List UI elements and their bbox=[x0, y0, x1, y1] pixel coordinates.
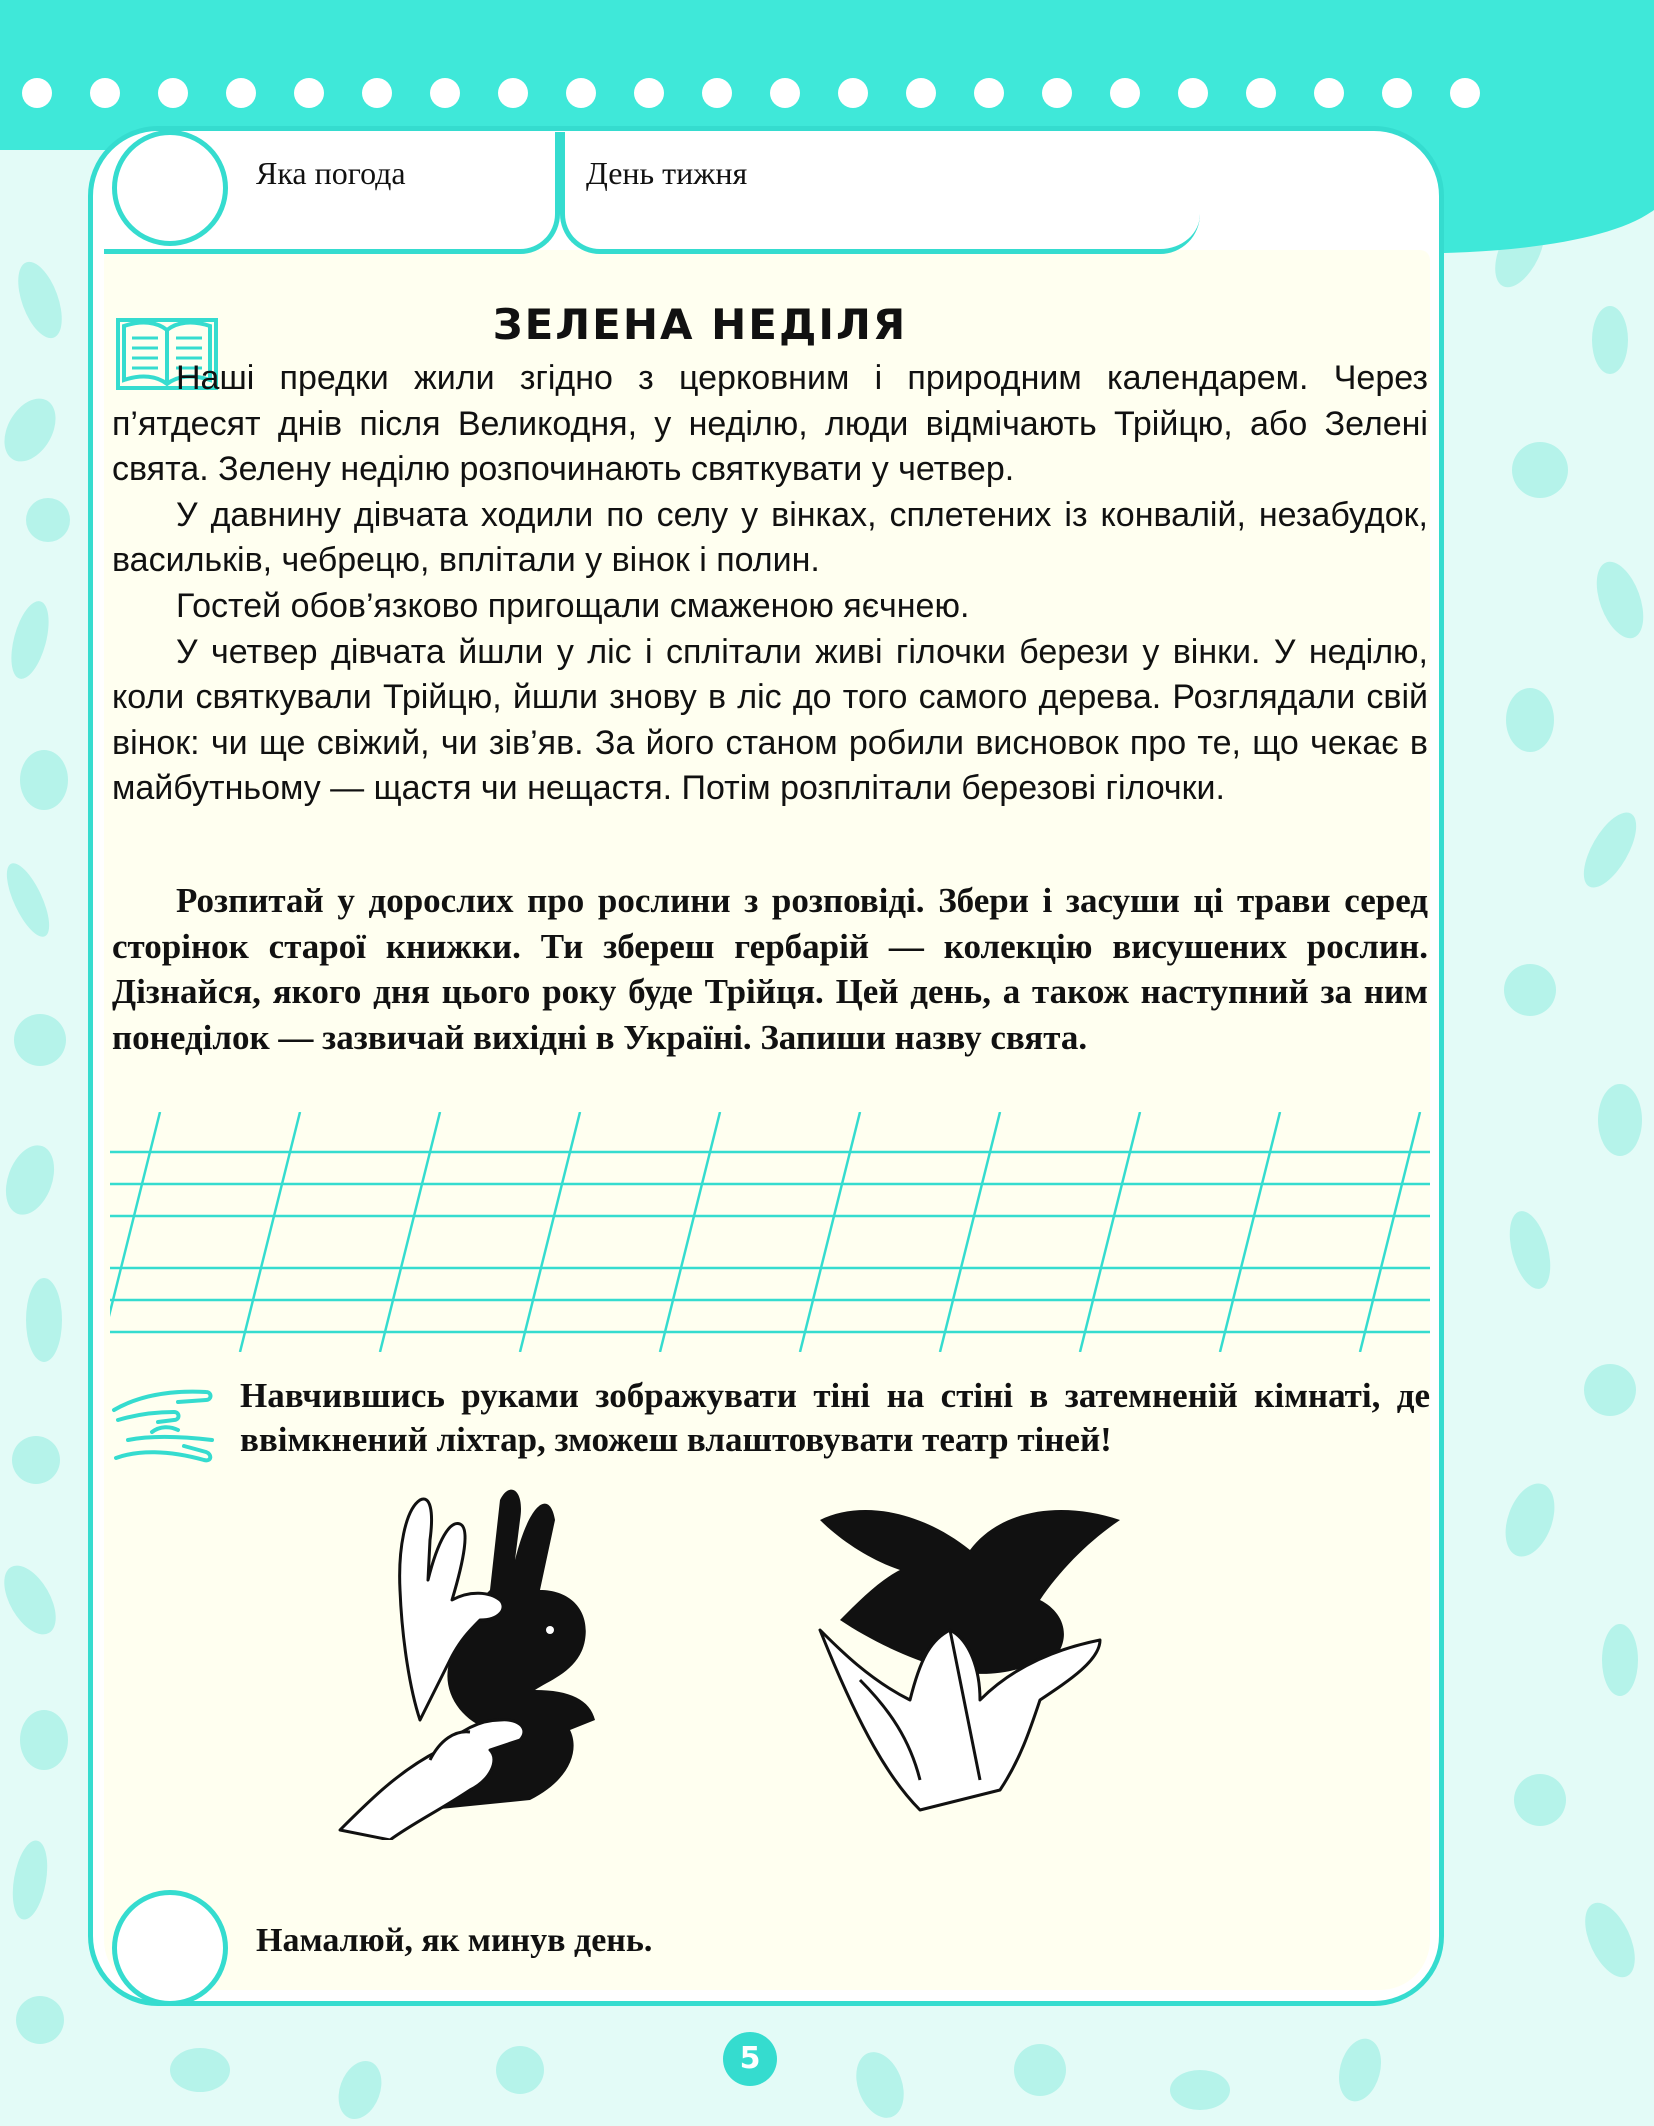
binder-holes bbox=[22, 78, 1582, 108]
slant-line bbox=[940, 1112, 1000, 1352]
shadow-theatre-text: Навчившись руками зображувати тіні на стіні в затемненій кімнаті, де ввімкнений ліхтар, зможеш влаштовувати театр тіней! bbox=[240, 1376, 1430, 1459]
slant-line bbox=[1080, 1112, 1140, 1352]
writing-lines[interactable] bbox=[110, 1112, 1430, 1352]
day-drawing-circle[interactable] bbox=[112, 1890, 228, 2006]
slant-line bbox=[800, 1112, 860, 1352]
article-title: ЗЕЛЕНА НЕДІЛЯ bbox=[492, 300, 908, 349]
slant-line bbox=[1360, 1112, 1420, 1352]
slant-line bbox=[1220, 1112, 1280, 1352]
slant-line bbox=[520, 1112, 580, 1352]
weekday-cell bbox=[560, 132, 1200, 254]
slant-line bbox=[110, 1112, 160, 1352]
weather-circle[interactable] bbox=[112, 130, 228, 246]
article-paragraph: У четвер дівчата йшли у ліс і сплітали живі гілочки берези у вінки. У неділю, коли святкували Трійцю, йшли знову в ліс до того самого дерева. Розглядали свій вінок: чи ще свіжий, чи зів’яв. За його станом робили висновок про те, що чекає в майбутньому — щастя чи нещастя. Потім розплітали березові гілочки. bbox=[112, 632, 1428, 808]
task-text-block bbox=[112, 878, 1428, 1060]
hands-icon bbox=[108, 1380, 222, 1470]
task-text: Розпитай у дорослих про рослини з розповіді. Збери і засуши ці трави серед сторінок старої книжки. Ти збереш гербарій — колекцію висушених рослин. Дізнайся, якого дня цього року буде Трійця. Цей день, а також наступний за ним понеділок — зазвичай вихідні в Україні. Запиши назву свята. bbox=[112, 881, 1428, 1057]
article-body bbox=[112, 356, 1428, 812]
slant-line bbox=[240, 1112, 300, 1352]
weekday-label: День тижня bbox=[586, 155, 748, 191]
rabbit-shadow-illustration bbox=[330, 1480, 720, 1840]
bird-shadow-illustration bbox=[800, 1480, 1140, 1840]
weather-label: Яка погода bbox=[256, 155, 406, 191]
slant-line bbox=[660, 1112, 720, 1352]
page-number: 5 bbox=[723, 2032, 777, 2086]
draw-prompt: Намалюй, як минув день. bbox=[256, 1922, 653, 1959]
article-paragraph: Наші предки жили згідно з церковним і природним календарем. Через п’ятдесят днів після Великодня, у неділю, люди відмічають Трійцю, або Зелені свята. Зелену неділю розпочинають святкувати у четвер. bbox=[112, 359, 1428, 489]
slant-line bbox=[380, 1112, 440, 1352]
article-paragraph: Гостей обов’язково пригощали смаженою яєчнею. bbox=[176, 586, 970, 625]
article-paragraph: У давнину дівчата ходили по селу у вінках, сплетених із конвалій, незабудок, васильків, чебрецю, вплітали у вінок і полин. bbox=[112, 495, 1428, 580]
